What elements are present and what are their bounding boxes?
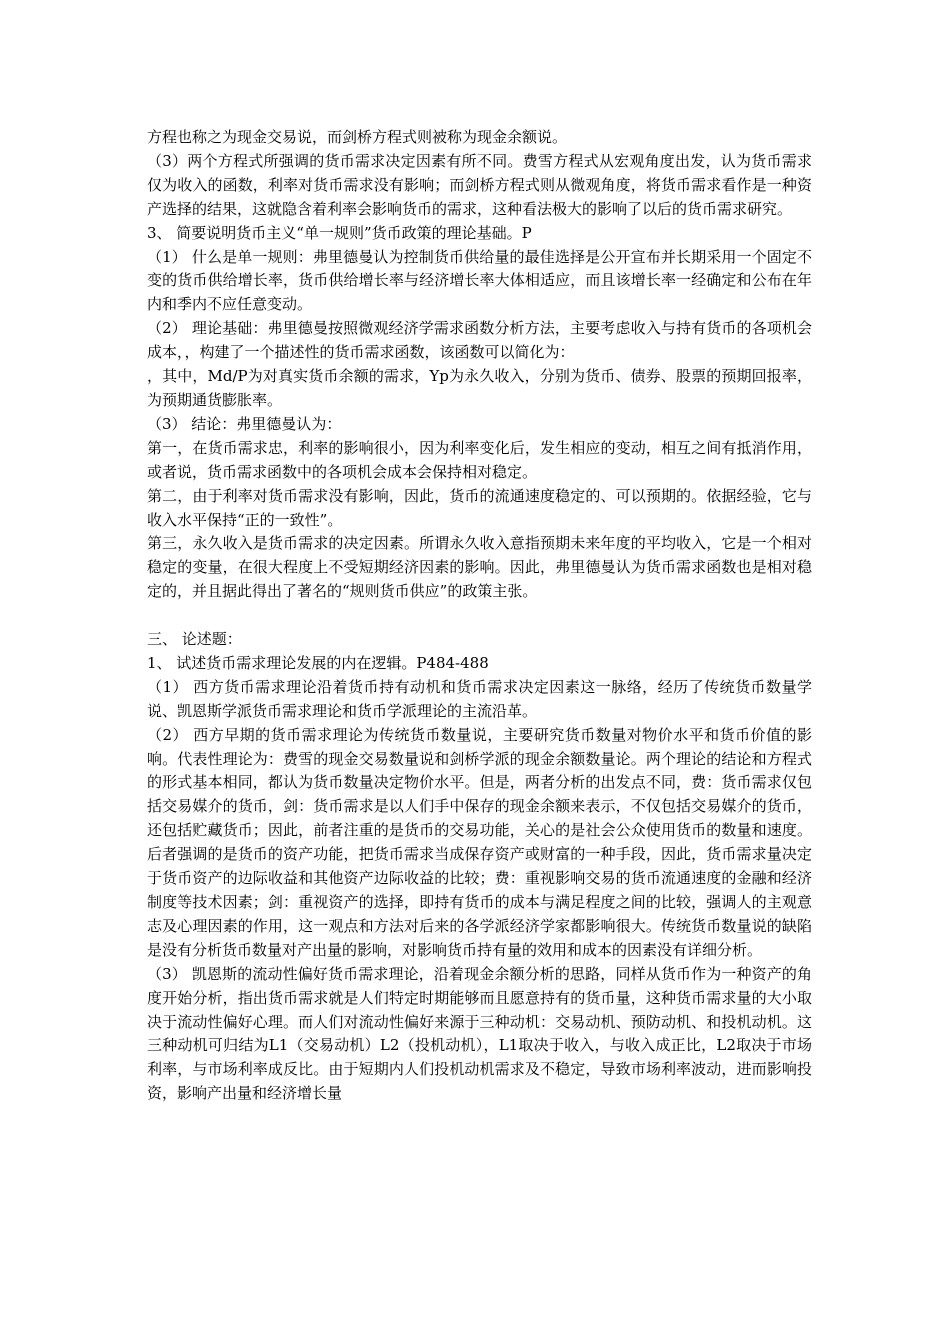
paragraph: ，其中，Md/P为对真实货币余额的需求，Yp为永久收入，分别为货币、债券、股票的预期回报率，为预期通货膨胀率。 [147,367,812,409]
paragraph: 第二，由于利率对货币需求没有影响，因此，货币的流通速度稳定的、可以预期的。依据经验，它与收入水平保持“正的一致性”。 [147,486,812,529]
paragraph: （3） 凯恩斯的流动性偏好货币需求理论，沿着现金余额分析的思路，同样从货币作为一种资产的角度开始分析，指出货币需求就是人们特定时期能够而且愿意持有的货币量，这种货币需求量的大小取决于流动性偏好心理。而人们对流动性偏好来源于三种动机：交易动机、预防动机、和投机动机。这三种动机可归结为L1（交易动机）L2（投机动机），L1取决于收入，与收入成正比，L2取决于市场利率，与市场利率成反比。由于短期内人们投机动机需求及不稳定，导致市场利率波动，进而影响投资，影响产出量和经济增长量 [147,964,812,1103]
paragraph: （3）两个方程式所强调的货币需求决定因素有所不同。费雪方程式从宏观角度出发，认为货币需求仅为收入的函数，利率对货币需求没有影响；而剑桥方程式则从微观角度，将货币需求看作是一种资产选择的结果，这就隐含着利率会影响货币的需求，这种看法极大的影响了以后的货币需求研究。 [147,151,812,218]
paragraph: （3） 结论：弗里德曼认为： [147,414,342,433]
section-heading: 三、 论述题： [147,630,242,649]
paragraph: 方程也称之为现金交易说，而剑桥方程式则被称为现金余额说。 [147,128,568,146]
paragraph: （2） 理论基础：弗里德曼按照微观经济学需求函数分析方法，主要考虑收入与持有货币的各项机会成本，，构建了一个描述性的货币需求函数，该函数可以简化为： [147,319,812,362]
question-heading: 1、 试述货币需求理论发展的内在逻辑。P484-488 [147,653,489,672]
paragraph: 第一，在货币需求忠，利率的影响很小，因为利率变化后，发生相应的变动，相互之间有抵消作用，或者说，货币需求函数中的各项机会成本会保持相对稳定。 [147,438,812,481]
document-body [147,126,812,1106]
paragraph: 第三，永久收入是货币需求的决定因素。所谓永久收入意指预期未来年度的平均收入，它是一个相对稳定的变量，在很大程度上不受短期经济因素的影响。因此，弗里德曼认为货币需求函数也是相对稳定的，并且据此得出了著名的“规则货币供应”的政策主张。 [147,534,812,601]
paragraph: （1） 西方货币需求理论沿着货币持有动机和货币需求决定因素这一脉络，经历了传统货币数量学说、凯恩斯学派货币需求理论和货币学派理论的主流沿革。 [147,677,812,720]
blank-line [147,604,812,628]
paragraph: （1） 什么是单一规则：弗里德曼认为控制货币供给量的最佳选择是公开宣布并长期采用一个固定不变的货币供给增长率，货币供给增长率与经济增长率大体相适应，而且该增长率一经确定和公布在年内和季内不应任意变动。 [147,247,812,314]
question-heading: 3、 简要说明货币主义“单一规则”货币政策的理论基础。P [147,223,532,242]
paragraph: （2） 西方早期的货币需求理论为传统货币数量说，主要研究货币数量对物价水平和货币价值的影响。代表性理论为：费雪的现金交易数量说和剑桥学派的现金余额数量论。两个理论的结论和方程式的形式基本相同，都认为货币数量决定物价水平。但是，两者分析的出发点不同，费：货币需求仅包括交易媒介的货币，剑：货币需求是以人们手中保存的现金余额来表示，不仅包括交易媒介的货币，还包括贮藏货币；因此，前者注重的是货币的交易功能，关心的是社会公众使用货币的数量和速度。后者强调的是货币的资产功能，把货币需求当成保存资产或财富的一种手段，因此，货币需求量决定于货币资产的边际收益和其他资产边际收益的比较；费：重视影响交易的货币流通速度的金融和经济制度等技术因素；剑：重视资产的选择，即持有货币的成本与满足程度之间的比较，强调人的主观意志及心理因素的作用，这一观点和方法对后来的各学派经济学家都影响很大。传统货币数量说的缺陷是没有分析货币数量对产出量的影响，对影响货币持有量的效用和成本的因素没有详细分析。 [147,725,812,959]
